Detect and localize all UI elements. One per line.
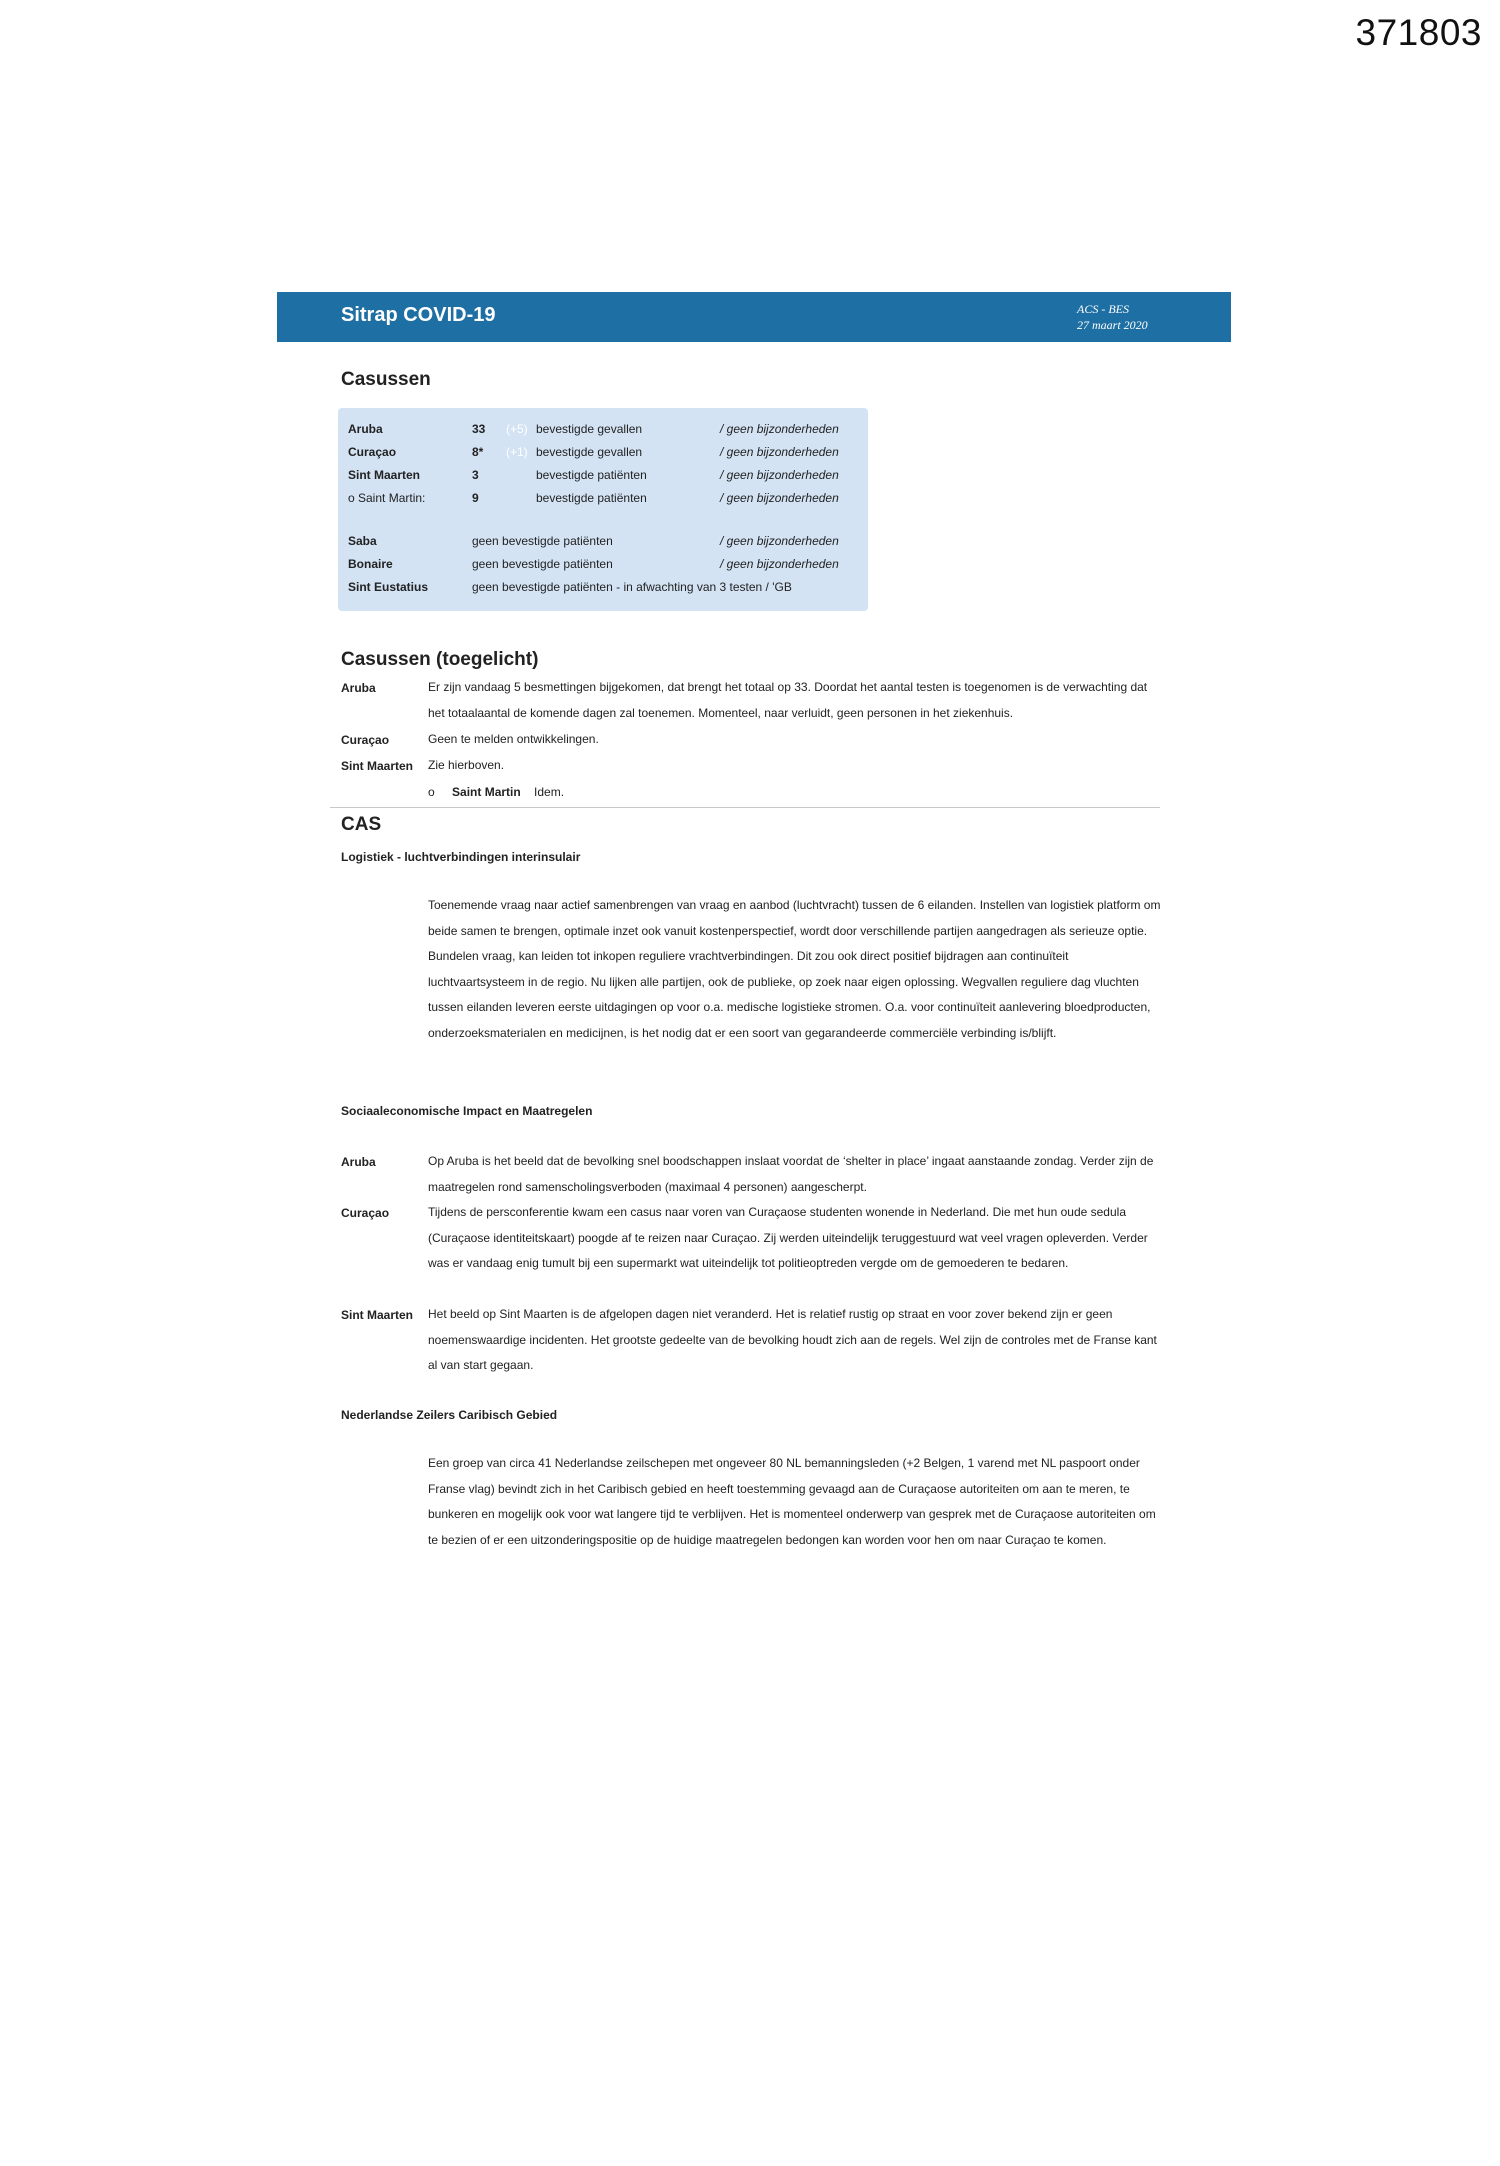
case-name: Aruba	[348, 422, 383, 436]
socio-title: Sociaaleconomische Impact en Maatregelen	[341, 1104, 593, 1118]
case-name: Curaçao	[348, 445, 397, 459]
case-status: geen bevestigde patiënten	[472, 534, 613, 548]
toegelicht-aruba-label: Aruba	[341, 681, 376, 695]
case-row-sint-maarten	[348, 468, 858, 488]
toegelicht-saint-martin	[428, 785, 564, 799]
toegelicht-aruba-text: Er zijn vandaag 5 besmettingen bijgekomen, dat brengt het totaal op 33. Doordat het aantal testen is toegenomen is de verwachting dat het totaalaantal de komende dagen zal toenemen. Momenteel, naar verluidt, geen personen in het ziekenhuis.	[428, 680, 1148, 720]
toegelicht-heading: Casussen (toegelicht)	[341, 649, 539, 670]
case-count: 8*	[472, 445, 484, 459]
logistiek-text: Toenemende vraag naar actief samenbrengen van vraag en aanbod (luchtvracht) tussen de 6 eilanden. Instellen van logistiek platform om beide samen te brengen, optimale inzet ook vanuit kostenperspectief, wordt door verschillende partijen aangedragen als serieuze optie. Bundelen vraag, kan leiden tot inkopen reguliere vrachtverbindingen. Dit zou ook direct positief bijdragen aan continuïteit luchtvaartsysteem in de regio. Nu lijken alle partijen, ook de publieke, op zoek naar eigen oplossing. Wegvallen reguliere dag vluchten tussen eilanden leveren eerste uitdagingen op voor o.a. medische logistieke stromen. O.a. voor continuïteit aanlevering bloedproducten, onderzoeksmaterialen en medicijnen, is het nodig dat er een soort van gegarandeerde commerciële verbinding is/blijft.	[428, 898, 1161, 1040]
zeilers-title: Nederlandse Zeilers Caribisch Gebied	[341, 1408, 558, 1422]
case-row-bonaire	[348, 557, 858, 577]
case-name: o Saint Martin:	[348, 491, 426, 505]
case-note: / geen bijzonderheden	[720, 445, 839, 459]
report-meta	[1077, 301, 1148, 333]
toegelicht-curacao-label: Curaçao	[341, 733, 390, 747]
socio-sxm-label: Sint Maarten	[341, 1308, 414, 1322]
report-date: 27 maart 2020	[1077, 318, 1148, 332]
case-count: 3	[472, 468, 479, 482]
case-note: / geen bijzonderheden	[720, 534, 839, 548]
document-number: 371803	[1355, 12, 1482, 53]
socio-curacao-text: Tijdens de persconferentie kwam een casus naar voren van Curaçaose studenten wonende in Nederland. Die met hun oude sedula (Curaçaose identiteitskaart) poogde af te reizen naar Curaçao. Zij werden uiteindelijk teruggestuurd wat veel vragen opleverden. Verder was er vandaag enig tumult bij een supermarkt wat uiteindelijk tot politieoptreden vergde om de gemoederen te bedaren.	[428, 1205, 1148, 1271]
case-name: Saba	[348, 534, 377, 548]
case-status: bevestigde patiënten	[536, 468, 647, 482]
case-name: Sint Eustatius	[348, 580, 429, 594]
cas-heading: CAS	[341, 814, 382, 835]
case-status: geen bevestigde patiënten - in afwachting van 3 testen / 'GB	[472, 580, 792, 594]
report-org: ACS - BES	[1077, 302, 1129, 316]
bullet: o	[428, 785, 435, 799]
casussen-summary-box	[338, 408, 868, 611]
case-status: geen bevestigde patiënten	[472, 557, 613, 571]
toegelicht-curacao-text: Geen te melden ontwikkelingen.	[428, 732, 599, 746]
case-count: 33	[472, 422, 486, 436]
case-row-sint-eustatius	[348, 580, 858, 600]
case-name: Sint Maarten	[348, 468, 421, 482]
casussen-heading: Casussen	[341, 369, 431, 390]
zeilers-text: Een groep van circa 41 Nederlandse zeilschepen met ongeveer 80 NL bemanningsleden (+2 Belgen, 1 varend met NL paspoort onder Franse vlag) bevindt zich in het Caribisch gebied en heeft toestemming gevaagd aan de Curaçaose autoriteiten om aan te meren, te bunkeren en mogelijk ook voor wat langere tijd te verblijven. Het is momenteel onderwerp van gesprek met de Curaçaose autoriteiten om te bezien of er een uitzonderingspositie op de huidige maatregelen bedongen kan worden voor hen om naar Curaçao te komen.	[428, 1456, 1156, 1547]
case-row-saba	[348, 534, 858, 554]
case-status: bevestigde patiënten	[536, 491, 647, 505]
report-title: Sitrap COVID-19	[341, 304, 496, 326]
case-note: / geen bijzonderheden	[720, 468, 839, 482]
case-note: / geen bijzonderheden	[720, 557, 839, 571]
case-count: 9	[472, 491, 479, 505]
socio-sxm-text: Het beeld op Sint Maarten is de afgelopen dagen niet veranderd. Het is relatief rustig op straat en voor zover bekend zijn er geen noemenswaardige incidenten. Het grootste gedeelte van de bevolking houdt zich aan de regels. Wel zijn de controles met de Franse kant al van start gegaan.	[428, 1307, 1157, 1373]
socio-curacao-label: Curaçao	[341, 1206, 390, 1220]
case-row-curacao	[348, 445, 858, 465]
case-status: bevestigde gevallen	[536, 445, 643, 459]
toegelicht-sxm-text: Zie hierboven.	[428, 758, 505, 772]
case-status: bevestigde gevallen	[536, 422, 643, 436]
socio-aruba-text: Op Aruba is het beeld dat de bevolking snel boodschappen inslaat voordat de ‘shelter in place’ ingaat aanstaande zondag. Verder zijn de maatregelen rond samenscholingsverboden (maximaal 4 personen) aangescherpt.	[428, 1154, 1154, 1194]
saint-martin-label: Saint Martin	[452, 785, 521, 799]
socio-aruba-label: Aruba	[341, 1155, 376, 1169]
divider	[330, 807, 1160, 808]
case-delta: (+1)	[506, 445, 528, 459]
header-banner	[277, 292, 1231, 342]
case-row-aruba	[348, 422, 858, 442]
toegelicht-sxm-label: Sint Maarten	[341, 759, 414, 773]
case-note: / geen bijzonderheden	[720, 491, 839, 505]
case-note: / geen bijzonderheden	[720, 422, 839, 436]
case-delta: (+5)	[506, 422, 528, 436]
case-name: Bonaire	[348, 557, 393, 571]
saint-martin-text: Idem.	[534, 785, 565, 799]
case-row-saint-martin	[348, 491, 858, 511]
logistiek-title: Logistiek - luchtverbindingen interinsulair	[341, 850, 581, 864]
